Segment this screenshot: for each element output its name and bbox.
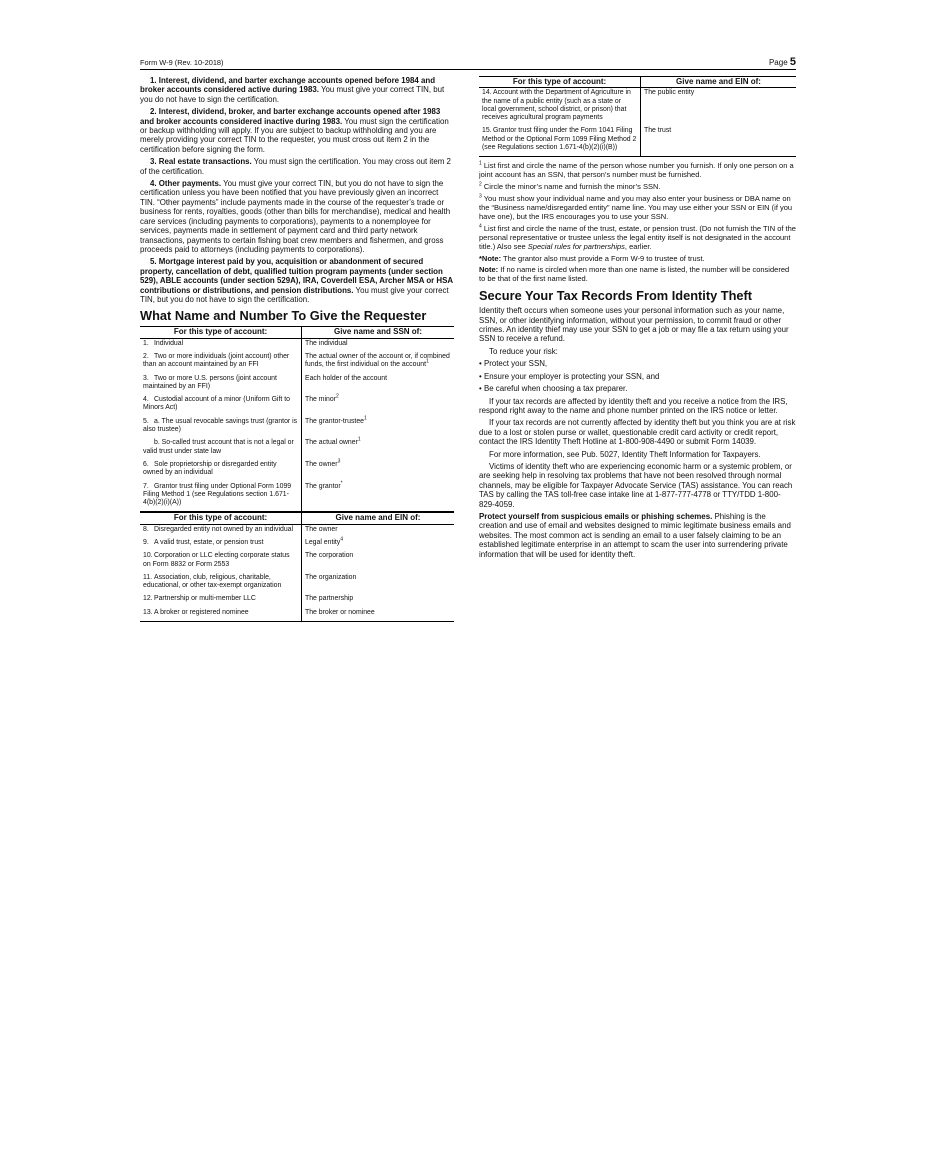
table-row bbox=[479, 126, 796, 156]
page-label: Page bbox=[768, 58, 788, 67]
footnote-mark: 2 bbox=[336, 393, 339, 400]
give-name-text: The owner bbox=[305, 525, 338, 533]
give-name-cell bbox=[641, 88, 797, 127]
give-name-cell bbox=[302, 460, 455, 482]
give-name-text: The owner bbox=[305, 460, 338, 468]
give-name-text: The organization bbox=[305, 573, 357, 581]
footnote-mark: 1 bbox=[363, 415, 367, 422]
table-row bbox=[140, 608, 454, 622]
give-name-cell bbox=[302, 374, 455, 396]
account-type-text: A broker or registered nominee bbox=[154, 608, 249, 616]
paragraph-tas: Victims of identity theft who are experiencing economic harm or a systemic problem, or are seeking help in resolving tax problems that have not been resolved through normal channels, may be eligible for Taxpayer Advocate Service (TAS) assistance. You can reach TAS by calling the TAS toll-free case intake line at 1-877-777-4778 or TTY/TDD 1-800-829-4059. bbox=[479, 461, 793, 509]
account-type-wrap bbox=[143, 461, 298, 478]
footnote bbox=[479, 162, 796, 180]
bullet-item: • Ensure your employer is protecting your SSN, and bbox=[479, 371, 660, 381]
account-type-cell bbox=[140, 524, 302, 538]
footnote-mark: 4 bbox=[340, 536, 344, 543]
form-id: Form W-9 (Rev. 10-2018) bbox=[140, 58, 224, 67]
footnote-text: You must show your individual name and you may also enter your business or DBA name on the “Business name/disregarded entity” name line. You may use either your SSN or EIN (if you have one), but the IRS encourages you to use your SSN. bbox=[479, 194, 793, 221]
account-type-text: Disregarded entity not owned by an individual bbox=[154, 525, 294, 533]
give-name-cell bbox=[302, 594, 455, 607]
table-row bbox=[140, 524, 454, 538]
footnote-mark: 1 bbox=[357, 437, 361, 444]
give-name-text: The trust bbox=[644, 127, 672, 135]
row-number: 15. bbox=[482, 127, 492, 135]
account-type-text: Corporation or LLC electing corporate status on Form 8832 or Form 2553 bbox=[143, 552, 290, 568]
account-type-text: b. So-called trust account that is not a legal or valid trust under state law bbox=[143, 439, 294, 455]
account-type-wrap bbox=[143, 526, 298, 534]
give-name-cell bbox=[302, 608, 455, 622]
account-type-text: Partnership or multi-member LLC bbox=[154, 595, 256, 603]
table-row bbox=[140, 417, 454, 439]
account-type-cell bbox=[140, 538, 302, 551]
give-name-text: The actual owner of the account or, if combined funds, the first individual on the account bbox=[305, 352, 450, 369]
bullet-item: • Be careful when choosing a tax preparer. bbox=[479, 384, 628, 394]
account-type-text: Grantor trust filing under Optional Form 1099 Filing Method 1 (see Regulations section 1.671-4(b)(2)(i)(A)) bbox=[143, 482, 292, 507]
give-name-text: The grantor bbox=[305, 482, 341, 490]
ssn-account-table bbox=[140, 326, 454, 512]
table-header-account: For this type of account: bbox=[140, 327, 302, 338]
give-name-cell bbox=[302, 417, 455, 439]
give-name-text: Legal entity bbox=[305, 538, 341, 546]
row-number: 10. bbox=[143, 552, 153, 560]
paragraph-text: You must give your correct TIN, but you do not have to sign the certification. bbox=[140, 285, 449, 304]
table-header-row bbox=[140, 327, 454, 338]
give-name-cell bbox=[302, 482, 455, 512]
account-type-cell bbox=[140, 374, 302, 396]
footnote-text: Circle the minor’s name and furnish the minor’s SSN. bbox=[481, 182, 661, 192]
footnote-italic: Special rules for partnerships bbox=[527, 241, 625, 251]
footnote bbox=[479, 195, 796, 222]
account-type-cell bbox=[140, 352, 302, 374]
ein-table-continued-body bbox=[479, 88, 796, 157]
right-column bbox=[479, 76, 796, 562]
ein-account-table bbox=[140, 512, 454, 622]
paragraph-identity-theft: Identity theft occurs when someone uses your personal information such as your name, SSN, or other identifying information, without your permission, to commit fraud or other crimes. An identity thief may use your SSN to get a job or may file a tax return using your SSN to receive a refund. bbox=[479, 306, 789, 344]
page-number: 5 bbox=[789, 56, 796, 68]
table-row bbox=[140, 538, 454, 551]
account-type-wrap bbox=[143, 609, 298, 617]
page-indicator bbox=[769, 56, 796, 68]
footnote-mark: 3 bbox=[479, 193, 482, 200]
table-row bbox=[140, 338, 454, 352]
account-type-wrap bbox=[143, 353, 298, 370]
table-row bbox=[140, 438, 454, 460]
account-type-wrap bbox=[143, 483, 298, 508]
give-name-text: The actual owner bbox=[305, 439, 358, 447]
numbered-paragraph bbox=[140, 76, 454, 104]
row-number: 6. bbox=[143, 460, 149, 468]
table-row bbox=[479, 88, 796, 127]
paragraph-text: You must give your correct TIN, but you do not have to sign the certification unless you have been notified that you have previously given an incorrect TIN. “Other payments” include payments made in the course of the requester’s trade or business for rents, royalties, goods (other than bills for merchandise), medical and health care services (including payments to corporations), payments to a nonemployee for services, payments made in settlement of payment card and third party network transactions, payments to certain fishing boat crew members and fishermen, and gross proceeds paid to attorneys (including payments to corporations). bbox=[140, 179, 451, 254]
give-name-cell bbox=[302, 551, 455, 573]
account-type-cell bbox=[140, 608, 302, 622]
give-name-cell bbox=[302, 438, 455, 460]
account-type-text: Account with the Department of Agriculture in the name of a public entity (such as a state or local government, school district, or prison) that receives agricultural program payments bbox=[482, 89, 631, 122]
footnote-mark: * bbox=[340, 480, 343, 487]
row-number: 11. bbox=[143, 573, 153, 581]
ssn-table-body bbox=[140, 338, 454, 512]
account-type-wrap bbox=[143, 340, 298, 348]
table-header-give: Give name and EIN of: bbox=[641, 77, 797, 88]
left-column bbox=[140, 76, 454, 622]
bullet-item: • Protect your SSN, bbox=[479, 359, 548, 369]
table-header-give: Give name and EIN of: bbox=[302, 513, 455, 524]
row-number: 5. bbox=[143, 417, 149, 425]
numbered-paragraph bbox=[140, 107, 454, 154]
note-circled: Note: If no name is circled when more than one name is listed, the number will be considered to be that of the first name listed. bbox=[479, 265, 790, 284]
row-number: 4. bbox=[143, 396, 149, 404]
paragraph-phishing: Protect yourself from suspicious emails or phishing schemes. Phishing is the creation and use of email and websites designed to mimic legitimate business emails and websites. The most common act is sending an email to a user falsely claiming to be an established legitimate enterprise in an attempt to scam the user into surrendering private information that will be used for identity theft. bbox=[479, 511, 791, 559]
paragraph-heading: 5. Mortgage interest paid by you, acquisition or abandonment of secured property, cancellation of debt, qualified tuition program payments (under section 529), ABLE accounts (under section 529A), IRA, Coverdell ESA, Archer MSA or HSA contributions or distributions, and pension distributions. bbox=[140, 257, 453, 295]
row-number: 14. bbox=[482, 89, 492, 97]
account-type-wrap bbox=[482, 89, 637, 122]
row-number: 12. bbox=[143, 595, 153, 603]
paragraph-heading: 1. Interest, dividend, and barter exchange accounts opened before 1984 and broker accounts considered active during 1983. bbox=[140, 76, 436, 95]
account-type-wrap bbox=[143, 375, 298, 392]
ein-account-table-continued bbox=[479, 76, 796, 157]
give-name-cell bbox=[302, 395, 455, 417]
account-type-text: Two or more U.S. persons (joint account maintained by an FFI) bbox=[143, 374, 277, 390]
give-name-cell bbox=[641, 126, 797, 156]
table-row bbox=[140, 482, 454, 512]
account-type-text: Two or more individuals (joint account) other than an account maintained by an FFI bbox=[143, 352, 290, 369]
numbered-paragraph bbox=[140, 157, 454, 176]
account-type-cell bbox=[479, 88, 641, 127]
account-type-cell bbox=[140, 551, 302, 573]
footnote-text: List first and circle the name of the person whose number you furnish. If only one person on a joint account has an SSN, that person’s number must be furnished. bbox=[479, 161, 794, 180]
footnote-mark: 1 bbox=[426, 358, 429, 365]
footnote-mark: 4 bbox=[479, 223, 482, 230]
account-type-cell bbox=[140, 594, 302, 607]
row-number: 2. bbox=[143, 352, 149, 360]
give-name-cell bbox=[302, 573, 455, 595]
ein-table-body bbox=[140, 524, 454, 621]
account-type-text: Sole proprietorship or disregarded entity owned by an individual bbox=[143, 460, 277, 477]
account-type-wrap bbox=[143, 552, 298, 569]
account-type-cell bbox=[140, 395, 302, 417]
footnote-mark: 2 bbox=[479, 181, 482, 188]
footnote bbox=[479, 183, 796, 192]
numbered-paragraph bbox=[140, 179, 454, 254]
account-type-text: Association, club, religious, charitable, educational, or other tax-exempt organization bbox=[143, 573, 282, 590]
section-title-identity-theft: Secure Your Tax Records From Identity Theft bbox=[479, 288, 753, 304]
row-number: 8. bbox=[143, 525, 149, 533]
row-number: 9. bbox=[143, 538, 149, 546]
table-header-give: Give name and SSN of: bbox=[302, 327, 455, 338]
give-name-text: The individual bbox=[305, 339, 348, 347]
account-type-wrap bbox=[143, 418, 298, 435]
paragraph-notice: If your tax records are affected by identity theft and you receive a notice from the IRS, respond right away to the name and phone number printed on the IRS notice or letter. bbox=[479, 396, 788, 415]
table-row bbox=[140, 460, 454, 482]
numbered-paragraph bbox=[140, 257, 454, 304]
account-type-cell bbox=[140, 573, 302, 595]
account-type-wrap bbox=[143, 595, 298, 603]
table-row bbox=[140, 395, 454, 417]
account-type-text: Grantor trust filing under the Form 1041 Filing Method or the Optional Form 1099 Filing Method 2 (see Regulations section 1.671-4(b)(2)(i)(B)) bbox=[482, 127, 637, 152]
give-name-text: The grantor-trustee bbox=[305, 417, 364, 425]
header-rule bbox=[140, 69, 796, 70]
table-row bbox=[140, 551, 454, 573]
account-type-cell bbox=[479, 126, 641, 156]
footnote-mark: 1 bbox=[479, 160, 482, 167]
give-name-text: Each holder of the account bbox=[305, 374, 387, 382]
give-name-text: The public entity bbox=[644, 89, 695, 97]
paragraph-text: You must give your correct TIN, but you do not have to sign the certification. bbox=[140, 85, 445, 104]
table-row bbox=[140, 352, 454, 374]
paragraph-reduce-risk: To reduce your risk: bbox=[489, 346, 558, 356]
account-type-text: Custodial account of a minor (Uniform Gift to Minors Act) bbox=[143, 396, 290, 412]
account-type-wrap bbox=[482, 127, 637, 152]
paragraph-hotline: If your tax records are not currently affected by identity theft but you think you are at risk due to a lost or stolen purse or wallet, questionable credit card activity or credit report, contact the IRS Identity Theft Hotline at 1-800-908-4490 or submit Form 14039. bbox=[479, 418, 796, 447]
paragraph-heading: 4. Other payments. bbox=[150, 179, 222, 189]
give-name-text: The broker or nominee bbox=[305, 608, 375, 616]
left-paragraphs bbox=[140, 76, 454, 304]
row-number: 1. bbox=[143, 339, 149, 347]
account-type-wrap bbox=[143, 396, 298, 413]
account-type-cell bbox=[140, 482, 302, 512]
give-name-text: The minor bbox=[305, 396, 337, 404]
account-type-cell bbox=[140, 460, 302, 482]
footnote-text: List first and circle the name of the trust, estate, or pension trust. (Do not furnish the TIN of the personal representative or trustee unless the legal entity itself is not designated in the account title.) Also see bbox=[479, 223, 796, 251]
give-name-text: The corporation bbox=[305, 552, 354, 560]
row-number: 13. bbox=[143, 608, 153, 616]
footnote-tail: , earlier. bbox=[624, 241, 652, 251]
paragraph-pub: For more information, see Pub. 5027, Identity Theft Information for Taxpayers. bbox=[489, 449, 761, 459]
table-header-account: For this type of account: bbox=[479, 77, 641, 88]
footnote-mark: 3 bbox=[337, 458, 341, 465]
paragraph-heading: 2. Interest, dividend, broker, and barter exchange accounts opened after 1983 and broker accounts considered inactive during 1983. bbox=[140, 107, 441, 126]
account-type-wrap bbox=[143, 539, 298, 547]
footnote bbox=[479, 225, 796, 252]
table-row bbox=[140, 374, 454, 396]
table-header-account: For this type of account: bbox=[140, 513, 302, 524]
paragraph-text: You must sign the certification. You may cross out item 2 of the certification. bbox=[140, 157, 451, 176]
table-row bbox=[140, 573, 454, 595]
paragraph-text: You must sign the certification or backup withholding will apply. If you are subject to backup withholding and you are merely providing your correct TIN to the requester, you must cross out item 2 in the certification before signing the form. bbox=[140, 116, 449, 154]
section-title-name-number: What Name and Number To Give the Requester bbox=[140, 308, 427, 324]
account-type-text: A valid trust, estate, or pension trust bbox=[154, 538, 264, 546]
account-type-wrap bbox=[143, 439, 298, 456]
paragraph-heading: 3. Real estate transactions. bbox=[150, 157, 252, 167]
table-header-row bbox=[140, 513, 454, 524]
give-name-cell bbox=[302, 524, 455, 538]
account-type-cell bbox=[140, 417, 302, 439]
give-name-cell bbox=[302, 338, 455, 352]
table-header-row bbox=[479, 77, 796, 88]
row-number: 3. bbox=[143, 374, 149, 382]
account-type-wrap bbox=[143, 574, 298, 591]
account-type-cell bbox=[140, 438, 302, 460]
table-row bbox=[140, 594, 454, 607]
account-type-cell bbox=[140, 338, 302, 352]
give-name-text: The partnership bbox=[305, 595, 354, 603]
account-type-text: Individual bbox=[154, 339, 184, 347]
note-grantor: *Note: The grantor also must provide a Form W-9 to trustee of trust. bbox=[479, 253, 705, 263]
footnotes bbox=[479, 162, 796, 251]
account-type-text: a. The usual revocable savings trust (grantor is also trustee) bbox=[143, 417, 298, 434]
row-number: 7. bbox=[143, 482, 149, 490]
give-name-cell bbox=[302, 352, 455, 374]
give-name-cell bbox=[302, 538, 455, 551]
